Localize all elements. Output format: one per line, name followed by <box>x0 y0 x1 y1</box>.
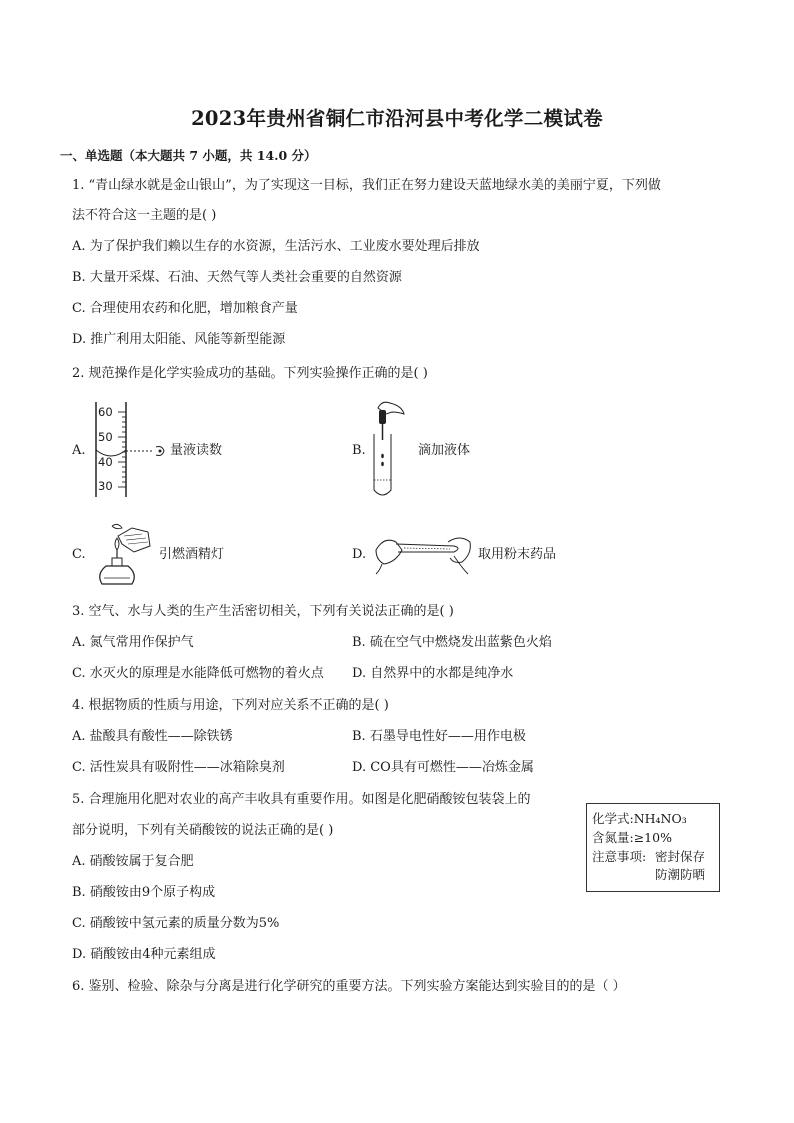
question-4-option-b: B. 石墨导电性好——用作电极 <box>352 729 526 744</box>
question-5-option-b: B. 硝酸铵由9个原子构成 <box>72 885 216 900</box>
question-2-option-a-caption: 量液读数 <box>170 443 223 458</box>
label-notes-line2: 防潮防晒 <box>655 867 706 882</box>
section-heading: 一、单选题（本大题共 7 小题，共 14.0 分） <box>60 148 317 163</box>
question-6-stem: 6. 鉴别、检验、除杂与分离是进行化学研究的重要方法。下列实验方案能达到实验目的的是（ ） <box>72 979 626 994</box>
label-notes-heading: 注意事项: <box>592 849 647 864</box>
question-1-option-b: B. 大量开采煤、石油、天然气等人类社会重要的自然资源 <box>72 270 402 285</box>
question-4-option-c: C. 活性炭具有吸附性——冰箱除臭剂 <box>72 760 285 775</box>
cylinder-scale-50: 50 <box>98 430 113 444</box>
page-title: 2023年贵州省铜仁市沿河县中考化学二模试卷 <box>191 107 603 130</box>
label-notes-line1: 密封保存 <box>655 849 706 864</box>
cylinder-scale-60: 60 <box>98 405 113 419</box>
question-4-stem: 4. 根据物质的性质与用途，下列对应关系不正确的是( ) <box>72 698 389 713</box>
question-1-option-a: A. 为了保护我们赖以生存的水资源，生活污水、工业废水要处理后排放 <box>72 239 480 254</box>
question-4-option-a: A. 盐酸具有酸性——除铁锈 <box>72 729 233 744</box>
question-5-option-a: A. 硝酸铵属于复合肥 <box>72 854 194 869</box>
question-2-option-d-letter: D. <box>352 547 367 562</box>
question-3-option-a: A. 氮气常用作保护气 <box>72 635 194 650</box>
label-nitrogen-content: 含氮量:≥10% <box>592 830 672 845</box>
question-3-option-c: C. 水灭火的原理是水能降低可燃物的着火点 <box>72 666 324 681</box>
question-2-option-c-letter: C. <box>72 547 86 562</box>
question-2-option-b-caption: 滴加液体 <box>418 443 471 458</box>
question-2-option-d-caption: 取用粉末药品 <box>478 547 557 562</box>
powder-paper-trough-figure <box>374 528 474 576</box>
question-1-option-c: C. 合理使用农药和化肥，增加粮食产量 <box>72 301 298 316</box>
question-3-option-d: D. 自然界中的水都是纯净水 <box>352 666 514 681</box>
question-5-stem-line2: 部分说明，下列有关硝酸铵的说法正确的是( ) <box>72 823 334 838</box>
question-2-option-b-letter: B. <box>352 443 366 458</box>
question-3-stem: 3. 空气、水与人类的生产生活密切相关，下列有关说法正确的是( ) <box>72 604 454 619</box>
question-1-stem-line1: 1. “青山绿水就是金山银山”，为了实现这一目标，我们正在努力建设天蓝地绿水美的美丽宁夏，下列做 <box>72 178 661 193</box>
dropper-test-tube-figure <box>368 400 408 500</box>
question-2-option-a-letter: A. <box>72 443 86 458</box>
alcohol-lamp-figure <box>92 522 154 590</box>
question-2-stem: 2. 规范操作是化学实验成功的基础。下列实验操作正确的是( ) <box>72 366 428 381</box>
cylinder-scale-40: 40 <box>98 455 113 469</box>
question-5-option-c: C. 硝酸铵中氢元素的质量分数为5% <box>72 916 280 931</box>
fertilizer-label-box <box>586 803 720 892</box>
question-1-option-d: D. 推广利用太阳能、风能等新型能源 <box>72 332 286 347</box>
question-2-option-c-caption: 引燃酒精灯 <box>159 547 225 562</box>
label-formula: 化学式:NH₄NO₃ <box>592 811 687 826</box>
question-5-option-d: D. 硝酸铵由4种元素组成 <box>72 947 216 962</box>
cylinder-scale-30: 30 <box>98 479 113 493</box>
question-3-option-b: B. 硫在空气中燃烧发出蓝紫色火焰 <box>352 635 552 650</box>
question-5-stem-line1: 5. 合理施用化肥对农业的高产丰收具有重要作用。如图是化肥硝酸铵包装袋上的 <box>72 792 531 807</box>
question-4-option-d: D. CO具有可燃性——冶炼金属 <box>352 760 534 775</box>
question-1-stem-line2: 法不符合这一主题的是( ) <box>72 208 217 223</box>
